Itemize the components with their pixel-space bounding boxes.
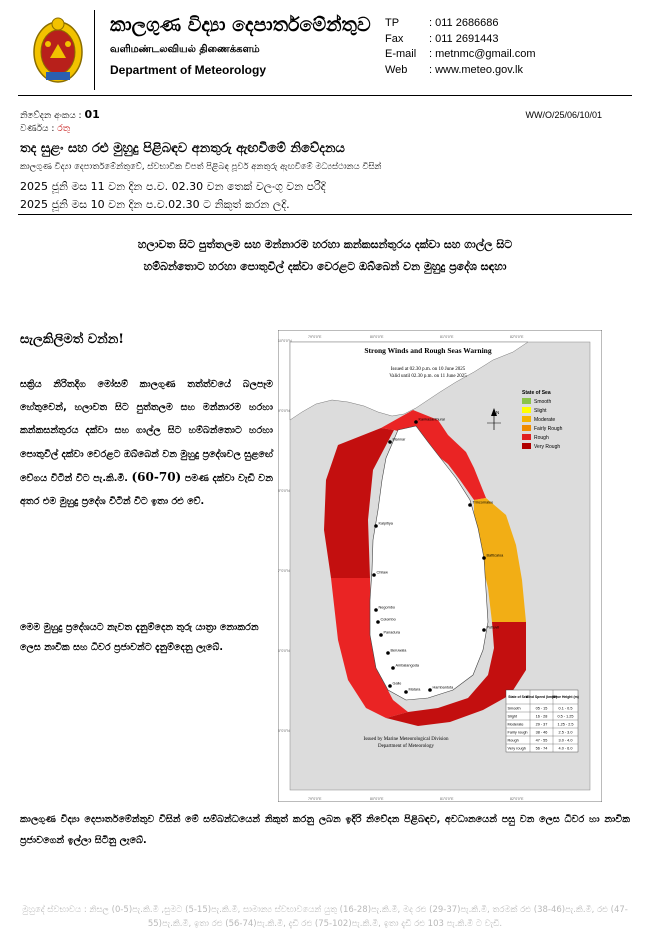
department-name-english: Department of Meteorology bbox=[110, 63, 267, 77]
table-cell: Slight bbox=[507, 714, 517, 719]
issued-at: 2025 ජූනි මස 10 වන දින ප.ව.02.30 ට නිකුත් කරන ලදි. bbox=[20, 198, 290, 211]
svg-text:Trincomalee: Trincomalee bbox=[472, 500, 494, 505]
svg-text:State of Sea: State of Sea bbox=[522, 390, 551, 396]
table-cell: 56 - 74 bbox=[535, 746, 548, 751]
reference-number: WW/O/25/06/10/01 bbox=[525, 110, 602, 120]
lon-label: 79°0'0"E bbox=[308, 797, 322, 801]
table-header: Wave Height (m) bbox=[552, 695, 579, 699]
legend-swatch-smooth bbox=[522, 398, 531, 404]
legend-swatch-fairly-rough bbox=[522, 425, 531, 431]
issuer-line: කාලගුණ විද්‍යා දෙපාර්තමේන්තුවේ, ස්වභාවික විපත් පිළිබඳ පූර්ව අනතුරු ඇඟවීමේ මධ්‍යස්ථානය විසින් bbox=[20, 162, 382, 172]
header-divider bbox=[94, 10, 95, 90]
lon-label: 80°0'0"E bbox=[370, 797, 384, 801]
svg-text:Rough: Rough bbox=[534, 435, 549, 441]
table-cell: 3.0 - 4.0 bbox=[558, 738, 573, 743]
lat-label: 6°0'0"N bbox=[278, 649, 290, 653]
table-cell: 47 - 55 bbox=[535, 738, 548, 743]
sea-state-table bbox=[506, 690, 579, 752]
sea-state-definitions: මුහුදේ ස්වභාවය : නිසල (0-5)පැ.කි.මී ,සුමට (5-15)පැ.කි.මී, සාමාන්‍ය ස්වභාවයෙන් යුතු (16-28)පැ.කි.මී, මද රළු (29-37)පැ.කි.මී, තරමක් රළු (38-46)පැ.කි.මී, රළු (47-55)පැ.කි.මී, ඉතා රළු (56-74)පැ.කි.මී, දැඩි රළු (75-102)පැ.කි.මී, ඉතා දැඩි රළු 103 පැ.කි.මී ට වැඩි. bbox=[22, 905, 628, 929]
svg-text:Batticaloa: Batticaloa bbox=[486, 553, 504, 558]
legend-swatch-moderate bbox=[522, 416, 531, 422]
map-issued-by: Issued by Marine Meteorological Division bbox=[363, 737, 449, 742]
notice-colour: වර්ණය : රතු bbox=[20, 124, 71, 134]
lon-label: 81°0'0"E bbox=[440, 335, 454, 339]
notice-number: නිවේදන අංකය : 01 bbox=[20, 108, 100, 121]
department-name-sinhala: කාලගුණ විද්‍යා දෙපාර්තමේන්තුව bbox=[110, 14, 371, 36]
letterhead bbox=[22, 10, 628, 90]
lon-label: 79°0'0"E bbox=[308, 335, 322, 339]
svg-text:Colombo: Colombo bbox=[380, 617, 396, 622]
map-issued: Issued at 02.30 p.m. on 10 June 2025 bbox=[390, 367, 466, 372]
contact-web[interactable]: Web : www.meteo.gov.lk bbox=[385, 63, 523, 76]
table-cell: 2.5 - 3.0 bbox=[558, 730, 573, 735]
svg-text:Hambantota: Hambantota bbox=[432, 685, 454, 690]
legend-swatch-rough bbox=[522, 434, 531, 440]
table-header: Wind Speed (kmph) bbox=[525, 695, 558, 699]
table-cell: 38 - 46 bbox=[535, 730, 548, 735]
contact-email[interactable]: E-mail : metnmc@gmail.com bbox=[385, 48, 536, 60]
svg-text:Chilaw: Chilaw bbox=[376, 570, 388, 575]
header-rule bbox=[18, 95, 632, 96]
map-issued-by-dept: Department of Meteorology bbox=[377, 744, 435, 749]
table-cell: 29 - 37 bbox=[535, 722, 548, 727]
notice-title: තද සුළං සහ රළු මුහුදු පිළිබඳව අනතුරු ඇඟවීමේ නිවේදනය bbox=[20, 141, 345, 156]
table-cell: 4.0 - 6.0 bbox=[558, 746, 573, 751]
svg-text:Very Rough: Very Rough bbox=[534, 444, 561, 450]
table-cell: 0.1 - 0.5 bbox=[558, 706, 573, 711]
contact-block bbox=[385, 16, 536, 78]
affected-regions: හලාවත සිට පුත්තලම සහ මන්නාරම හරහා කන්කසන්තුරය දක්වා සහ ගාල්ල සිට හම්බන්තොට හරහා පොතුවිල් දක්වා වෙරළට ඔබ්බෙන් වන මුහුදු ප්‍රදේශ සඳහා bbox=[137, 238, 513, 273]
valid-until: 2025 ජූනි මස 11 වන දින ප.ව. 02.30 වන තෙක් වලංගු වන පරිදි bbox=[20, 180, 326, 193]
legend-swatch-very-rough bbox=[522, 443, 531, 449]
map-title: Strong Winds and Rough Seas Warning bbox=[364, 346, 492, 355]
meta-rule bbox=[18, 214, 632, 215]
lon-label: 82°0'0"E bbox=[510, 797, 524, 801]
government-emblem-icon bbox=[32, 14, 84, 86]
svg-text:Kalpitiya: Kalpitiya bbox=[378, 521, 393, 526]
contact-phone: TP : 011 2686686 bbox=[385, 17, 499, 29]
svg-text:Pottuvil: Pottuvil bbox=[486, 625, 499, 630]
svg-text:N: N bbox=[496, 410, 500, 415]
lat-label: 8°0'0"N bbox=[278, 489, 290, 493]
table-cell: 1.25 - 2.5 bbox=[557, 722, 574, 727]
table-cell: 05 - 15 bbox=[535, 706, 548, 711]
legend-swatch-slight bbox=[522, 407, 531, 413]
caution-heading: සැලකිලිමත් වන්න! bbox=[20, 332, 124, 347]
lon-label: 82°0'0"E bbox=[510, 335, 524, 339]
table-cell: Fairly rough bbox=[507, 730, 528, 735]
table-cell: 16 - 28 bbox=[535, 714, 548, 719]
lat-label: 10°0'0"N bbox=[278, 339, 292, 343]
table-cell: Very rough bbox=[507, 746, 526, 751]
svg-text:Ambalangoda: Ambalangoda bbox=[395, 663, 419, 668]
svg-text:Moderate: Moderate bbox=[534, 417, 556, 423]
table-cell: Rough bbox=[507, 738, 519, 743]
table-cell: 0.5 - 1.25 bbox=[557, 714, 574, 719]
table-cell: Smooth bbox=[507, 706, 521, 711]
contact-fax: Fax : 011 2691443 bbox=[385, 32, 499, 45]
svg-text:Slight: Slight bbox=[534, 408, 547, 414]
map-valid: Valid until 02.30 p.m. on 11 June 2025 bbox=[389, 374, 467, 379]
lat-label: 7°0'0"N bbox=[278, 569, 290, 573]
lat-label: 9°0'0"N bbox=[278, 409, 290, 413]
advisory-paragraph: මෙම මුහුදු ප්‍රදේශයට නැවත දැනුම්දෙන තුරු යාත්‍රා නොකරන ලෙස නාවික සහ ධීවර ප්‍රජාවන්ට දැනුම්දෙනු ලැබේ. bbox=[20, 622, 259, 653]
svg-text:Negombo: Negombo bbox=[378, 605, 395, 610]
svg-text:Galle: Galle bbox=[392, 681, 402, 686]
lat-label: 5°0'0"N bbox=[278, 729, 290, 733]
lon-label: 80°0'0"E bbox=[370, 335, 384, 339]
table-header: State of Sea bbox=[508, 695, 528, 699]
advisory-footer: කාලගුණ විද්‍යා දෙපාර්තමේන්තුව විසින් මේ සම්බන්ධයෙන් නිකුත් කරනු ලබන ඉදිරි නිවේදන පිළිබඳව, අවධානයෙන් පසු වන ලෙස ධීවර හා නාවික ප්‍රජාවගෙන් ඉල්ලා සිටිනු ලැබේ. bbox=[20, 814, 630, 846]
warning-map bbox=[278, 330, 602, 802]
svg-text:Kankasanthurai: Kankasanthurai bbox=[418, 417, 445, 422]
svg-text:Panadura: Panadura bbox=[383, 630, 400, 635]
table-cell: Moderate bbox=[507, 722, 524, 727]
lon-label: 81°0'0"E bbox=[440, 797, 454, 801]
svg-text:Mannar: Mannar bbox=[392, 437, 406, 442]
svg-text:Smooth: Smooth bbox=[534, 399, 552, 405]
warning-paragraph: සක්‍රිය නිරිතදිග මෝසම් කාලගුණ තත්ත්වයේ බලපෑම හේතුවෙන්, හලාවත සිට පුත්තලම සහ මන්නාරම හරහා කන්කසන්තුරය දක්වා සහ ගාල්ල සිට හම්බන්තොට හරහා පොතුවිල් දක්වා වෙරළට ඔබ්බෙන් වන මුහුදු ප්‍රදේශවල සුළඟේ වේගය විටින් විට පැ.කි.මී. (60-70) පමණ දක්වා වැඩි වන අතර එම මුහුදු ප්‍රදේශ විටින් විට ඉතා රළු වේ. bbox=[20, 379, 273, 508]
department-name-tamil: வளிமண்டலவியல் திணைக்களம் bbox=[110, 44, 260, 55]
svg-text:Beruwala: Beruwala bbox=[390, 648, 407, 653]
svg-text:Matara: Matara bbox=[408, 687, 421, 692]
svg-text:Fairly Rough: Fairly Rough bbox=[534, 426, 563, 432]
